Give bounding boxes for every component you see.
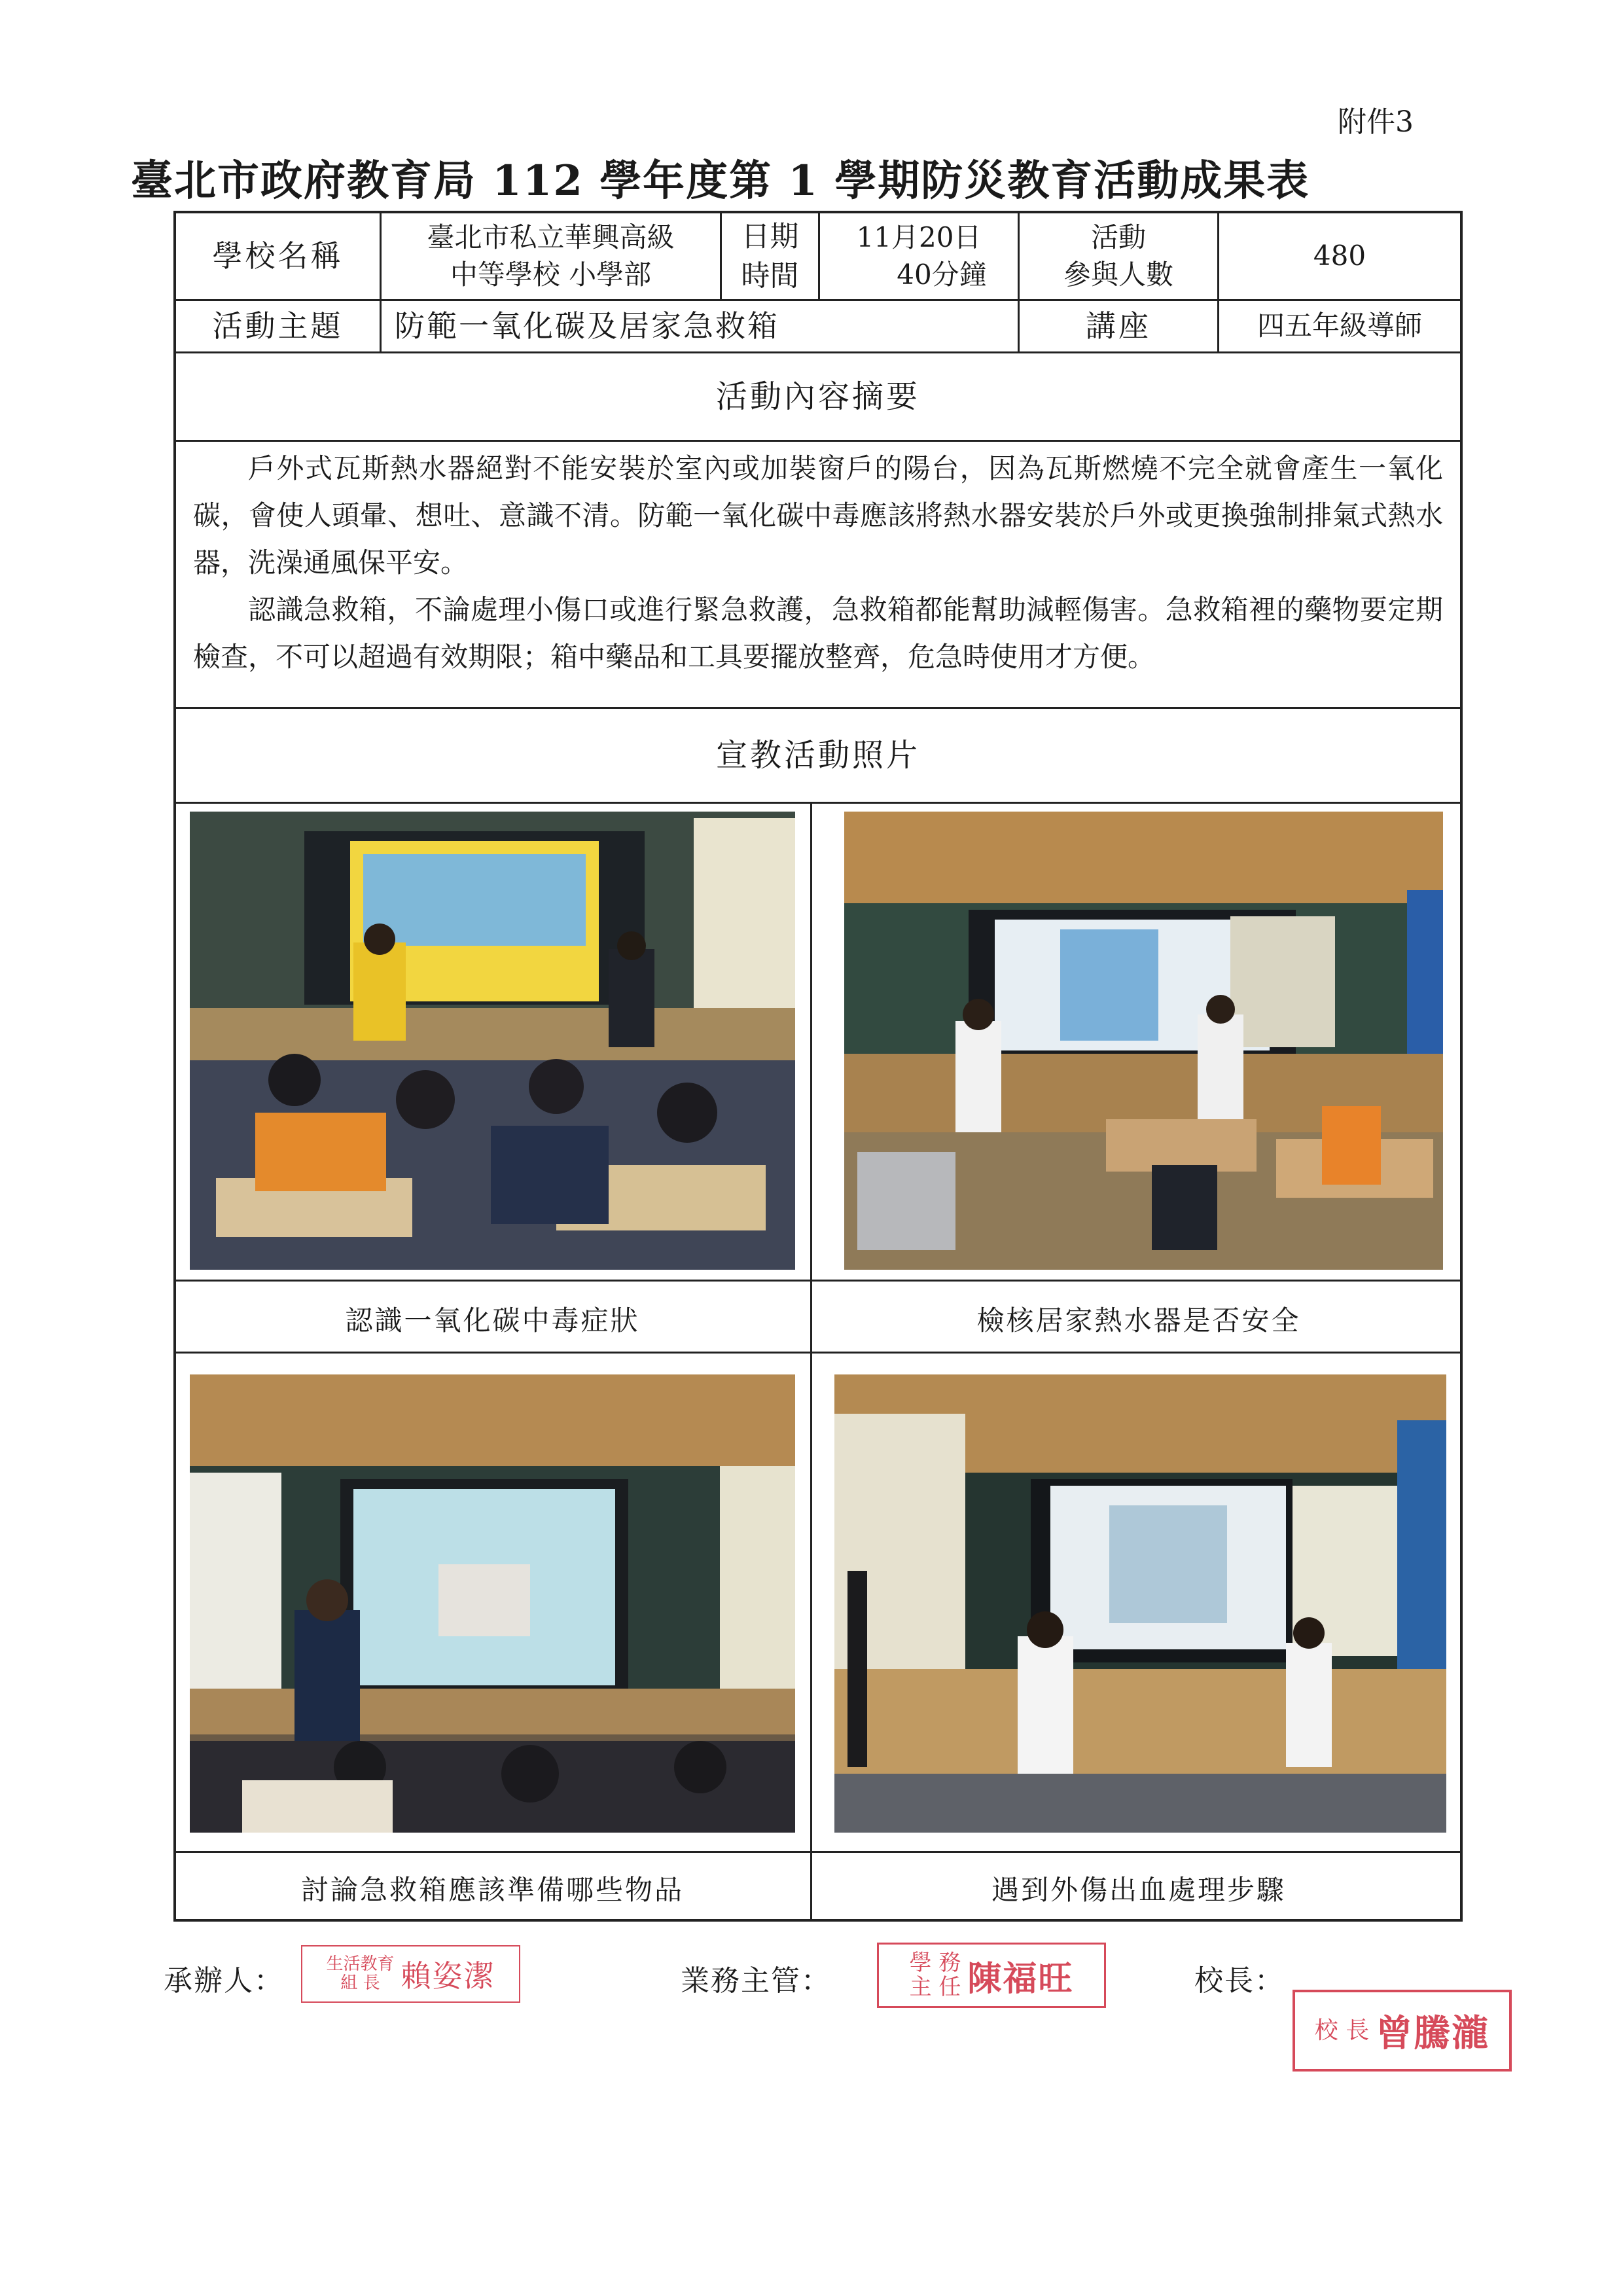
principal-stamp-name: 曾騰瀧 xyxy=(1376,2011,1490,2055)
topic-value: 防範一氧化碳及居家急救箱 xyxy=(395,308,779,344)
participants-label xyxy=(1020,213,1217,299)
handler-label: 承辦人： xyxy=(164,1964,284,1998)
date-time-value xyxy=(820,213,1018,299)
date-value: 11月20日 xyxy=(856,221,982,253)
summary-paragraph-1: 戶外式瓦斯熱水器絕對不能安裝於室內或加裝窗戶的陽台，因為瓦斯燃燒不完全就會產生一氧化碳，會使人頭暈、想吐、意識不清。防範一氧化碳中毒應該將熱水器安裝於戶外或更換強制排氣式熱水器，洗澡通風保平安。 xyxy=(193,452,1443,579)
school-name-line1: 臺北市私立華興高級 xyxy=(427,221,675,253)
photo-caption-4: 遇到外傷出血處理步驟 xyxy=(991,1874,1286,1906)
date-label: 日期 xyxy=(741,220,799,254)
participants-value: 480 xyxy=(1313,240,1366,272)
handler-stamp xyxy=(301,1945,520,2003)
school-name-line2: 中等學校 小學部 xyxy=(450,258,652,291)
lecture-value: 四五年級導師 xyxy=(1257,310,1422,342)
date-time-label xyxy=(722,213,818,299)
summary-paragraph-2: 認識急救箱，不論處理小傷口或進行緊急救護，急救箱都能幫助減輕傷害。急救箱裡的藥物要定期檢查，不可以超過有效期限；箱中藥品和工具要擺放整齊，危急時使用才方便。 xyxy=(193,594,1443,673)
school-name-label: 學校名稱 xyxy=(212,238,344,274)
activity-photo-2 xyxy=(844,812,1443,1270)
page-title: 臺北市政府教育局 112 學年度第 1 學期防災教育活動成果表 xyxy=(131,156,1310,206)
photos-heading: 宣教活動照片 xyxy=(715,736,920,774)
manager-stamp-name: 陳福旺 xyxy=(967,1958,1074,1999)
principal-stamp xyxy=(1293,1990,1512,2072)
photo-caption-3: 討論急救箱應該準備哪些物品 xyxy=(300,1874,684,1906)
activity-photo-1 xyxy=(190,812,795,1270)
photo-caption-1: 認識一氧化碳中毒症狀 xyxy=(345,1304,640,1336)
activity-photo-4 xyxy=(834,1374,1446,1833)
participants-label-1: 活動 xyxy=(1090,221,1146,253)
topic-label: 活動主題 xyxy=(212,308,344,344)
manager-label: 業務主管： xyxy=(681,1964,831,1998)
photo-caption-2: 檢核居家熱水器是否安全 xyxy=(976,1304,1301,1336)
handler-stamp-name: 賴姿潔 xyxy=(401,1958,495,1994)
attachment-label: 附件3 xyxy=(1338,105,1414,139)
time-value: 40分鐘 xyxy=(897,258,987,291)
summary-body xyxy=(193,445,1443,681)
activity-photo-3 xyxy=(190,1374,795,1833)
manager-stamp-title: 學 務 主 任 xyxy=(909,1949,961,2000)
principal-stamp-title: 校 長 xyxy=(1314,2017,1370,2044)
principal-label: 校長： xyxy=(1194,1964,1285,1998)
manager-stamp xyxy=(877,1943,1106,2008)
handler-stamp-title: 生活教育 組 長 xyxy=(326,1954,395,1993)
participants-label-2: 參與人數 xyxy=(1063,258,1173,291)
time-label: 時間 xyxy=(741,259,799,293)
lecture-label: 講座 xyxy=(1086,308,1151,344)
school-name-value xyxy=(382,213,720,299)
summary-heading: 活動內容摘要 xyxy=(715,378,920,415)
